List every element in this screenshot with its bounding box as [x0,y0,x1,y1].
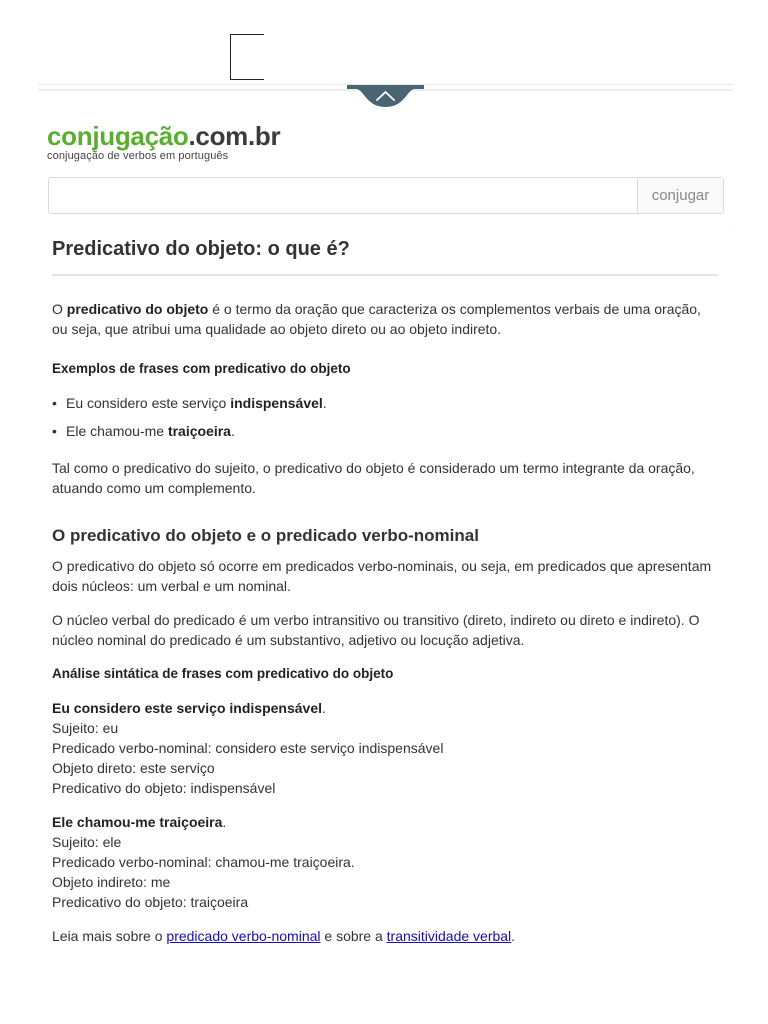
section-paragraph-2: O núcleo verbal do predicado é um verbo intransitivo ou transitivo (direto, indireto ou direto e indireto). O núcleo nominal do predicado é um substantivo, adjetivo ou locução adjetiva. [52,612,700,648]
analysis-line: Predicado verbo-nominal: chamou-me traiçoeira. [52,854,355,870]
logo-text-green: conjugação [47,121,189,151]
intro-paragraph: O predicativo do objeto é o termo da oração que caracteriza os complementos verbais de uma oração, ou seja, que atribui uma qualidade ao objeto direto ou ao objeto indireto. [52,301,701,337]
logo-text-domain: .com.br [188,121,281,151]
list-item: • Eu considero este serviço indispensável. [66,393,718,413]
analysis-block [52,698,718,798]
link-predicado-verbo-nominal[interactable]: predicado verbo-nominal [166,928,321,944]
comparison-paragraph: Tal como o predicativo do sujeito, o predicativo do objeto é considerado um termo integrante da oração, atuando como um complemento. [52,460,695,496]
link-transitividade-verbal[interactable]: transitividade verbal [386,928,512,944]
examples-heading: Exemplos de frases com predicativo do objeto [52,361,351,376]
article [52,236,718,960]
search-bar [48,177,724,214]
conjugate-button[interactable]: conjugar [637,178,723,213]
section-paragraph-1: O predicativo do objeto só ocorre em predicados verbo-nominais, ou seja, em predicados que apresentam dois núcleos: um verbal e um nominal. [52,558,712,594]
analysis-line: Predicativo do objeto: indispensável [52,780,276,796]
page-title: Predicativo do objeto: o que é? [52,236,718,276]
search-input[interactable] [49,178,637,213]
analysis-line: Objeto indireto: me [52,874,171,890]
analysis-line: Sujeito: ele [52,834,122,850]
analysis-sentence: Eu considero este serviço indispensável. [52,700,326,716]
ad-placeholder [230,34,264,80]
analysis-line: Sujeito: eu [52,720,119,736]
examples-list [66,393,718,441]
analysis-heading: Análise sintática de frases com predicativo do objeto [52,666,394,681]
analysis-line: Predicado verbo-nominal: considero este serviço indispensável [52,740,444,756]
site-logo[interactable] [47,120,280,152]
section-heading: O predicativo do objeto e o predicado verbo-nominal [52,526,479,545]
collapse-ad-button[interactable] [347,85,424,108]
analysis-line: Predicativo do objeto: traiçoeira [52,894,249,910]
analysis-sentence: Ele chamou-me traiçoeira. [52,814,227,830]
chevron-up-icon [347,85,424,108]
analysis-line: Objeto direto: este serviço [52,760,215,776]
read-more: Leia mais sobre o predicado verbo-nominal e sobre a transitividade verbal. [52,928,516,944]
intro-term: predicativo do objeto [66,301,209,317]
site-tagline: conjugação de verbos em português [47,150,229,162]
analysis-block [52,812,718,912]
site-brand[interactable] [47,120,280,162]
list-item: • Ele chamou-me traiçoeira. [66,421,718,441]
